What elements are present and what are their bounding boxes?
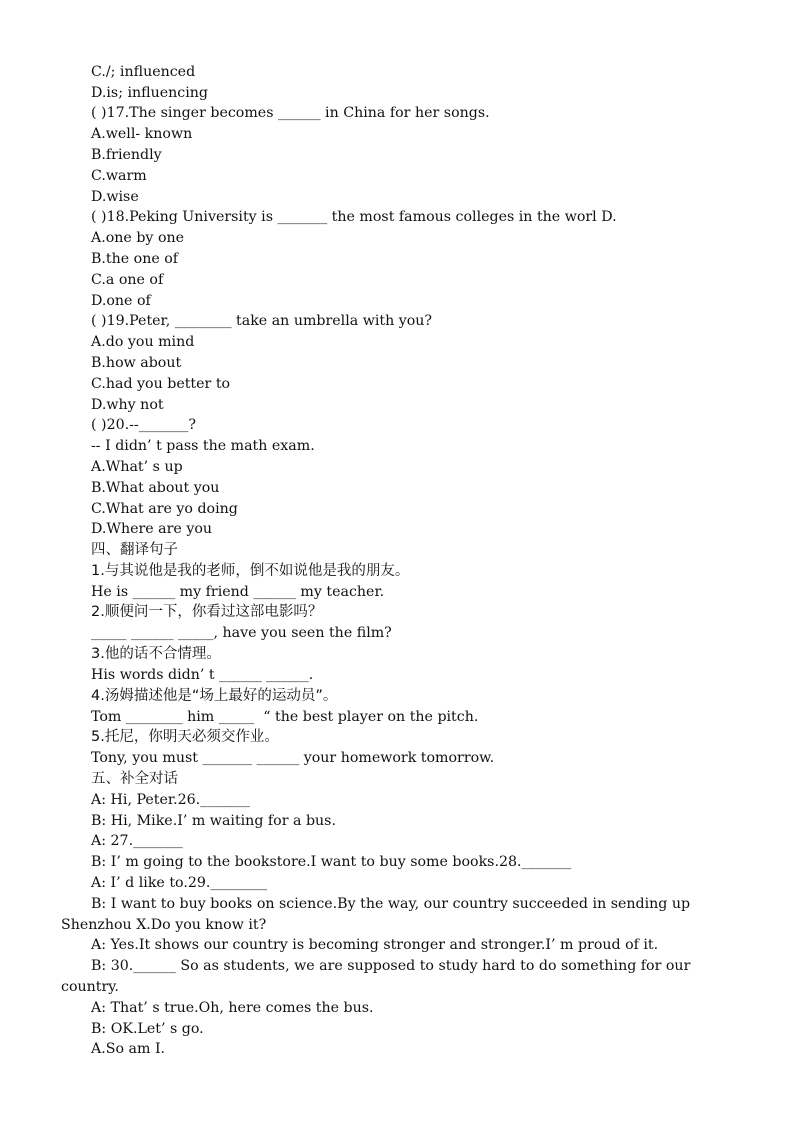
dialogue-line: A: I’ d like to.29.________ — [91, 875, 268, 891]
option-line: A.So am I. — [91, 1041, 166, 1057]
dialogue-line: A: That’ s true.Oh, here comes the bus. — [91, 1000, 374, 1016]
option-line: C.What are yo doing — [91, 501, 238, 517]
translation-answer-line: Tom ________ him _____ “ the best player on the pitch. — [91, 709, 479, 725]
option-line: B.the one of — [91, 251, 179, 267]
option-line: D.why not — [91, 397, 164, 413]
option-line: A.one by one — [91, 230, 185, 246]
option-line: C.warm — [91, 168, 147, 184]
option-line: C./; influenced — [91, 64, 196, 80]
question-19: ( )19.Peter, ________ take an umbrella with you? — [91, 313, 433, 329]
question-20: ( )20.--_______? — [91, 417, 196, 433]
translation-answer-line: Tony, you must _______ ______ your homework tomorrow. — [91, 750, 495, 766]
option-line: A.well- known — [91, 126, 193, 142]
question-18: ( )18.Peking University is _______ the most famous colleges in the worl D. — [91, 209, 617, 225]
dialogue-line: B: I want to buy books on science.By the way, our country succeeded in sending up — [91, 896, 691, 912]
translation-prompt: 3.他的话不合情理。 — [91, 646, 221, 662]
dialogue-line: A: Yes.It shows our country is becoming stronger and stronger.I’ m proud of it. — [91, 937, 659, 953]
option-line: A.What’ s up — [91, 459, 183, 475]
translation-prompt: 4.汤姆描述他是“场上最好的运动员”。 — [91, 688, 338, 704]
translation-answer-line: He is ______ my friend ______ my teacher. — [91, 584, 385, 600]
option-line: D.one of — [91, 293, 151, 309]
section-heading-dialogue: 五、补全对话 — [91, 771, 178, 787]
option-line: C.had you better to — [91, 376, 231, 392]
option-line: D.wise — [91, 189, 139, 205]
dialogue-line: A: 27._______ — [91, 833, 183, 849]
dialogue-line: -- I didn’ t pass the math exam. — [91, 438, 315, 454]
translation-prompt: 5.托尼，你明天必须交作业。 — [91, 729, 279, 745]
question-17: ( )17.The singer becomes ______ in China for her songs. — [91, 105, 490, 121]
dialogue-line-wrap: Shenzhou X.Do you know it? — [61, 917, 267, 933]
translation-prompt: 2.顺便问一下，你看过这部电影吗？ — [91, 604, 323, 620]
option-line: B.friendly — [91, 147, 162, 163]
translation-answer-line: His words didn’ t ______ ______. — [91, 667, 314, 683]
option-line: B.What about you — [91, 480, 220, 496]
option-line: D.is; influencing — [91, 85, 208, 101]
translation-prompt: 1.与其说他是我的老师，倒不如说他是我的朋友。 — [91, 563, 410, 579]
dialogue-line: B: Hi, Mike.I’ m waiting for a bus. — [91, 813, 336, 829]
section-heading-translation: 四、翻译句子 — [91, 542, 178, 558]
option-line: B.how about — [91, 355, 182, 371]
option-line: C.a one of — [91, 272, 164, 288]
dialogue-line: B: I’ m going to the bookstore.I want to buy some books.28._______ — [91, 854, 572, 870]
option-line: A.do you mind — [91, 334, 195, 350]
dialogue-line: B: 30.______ So as students, we are supposed to study hard to do something for our — [91, 958, 691, 974]
dialogue-line: A: Hi, Peter.26._______ — [91, 792, 250, 808]
dialogue-line: B: OK.Let’ s go. — [91, 1021, 204, 1037]
translation-answer-line: _____ ______ _____, have you seen the film? — [91, 625, 392, 641]
dialogue-line-wrap: country. — [61, 979, 119, 995]
option-line: D.Where are you — [91, 521, 213, 537]
